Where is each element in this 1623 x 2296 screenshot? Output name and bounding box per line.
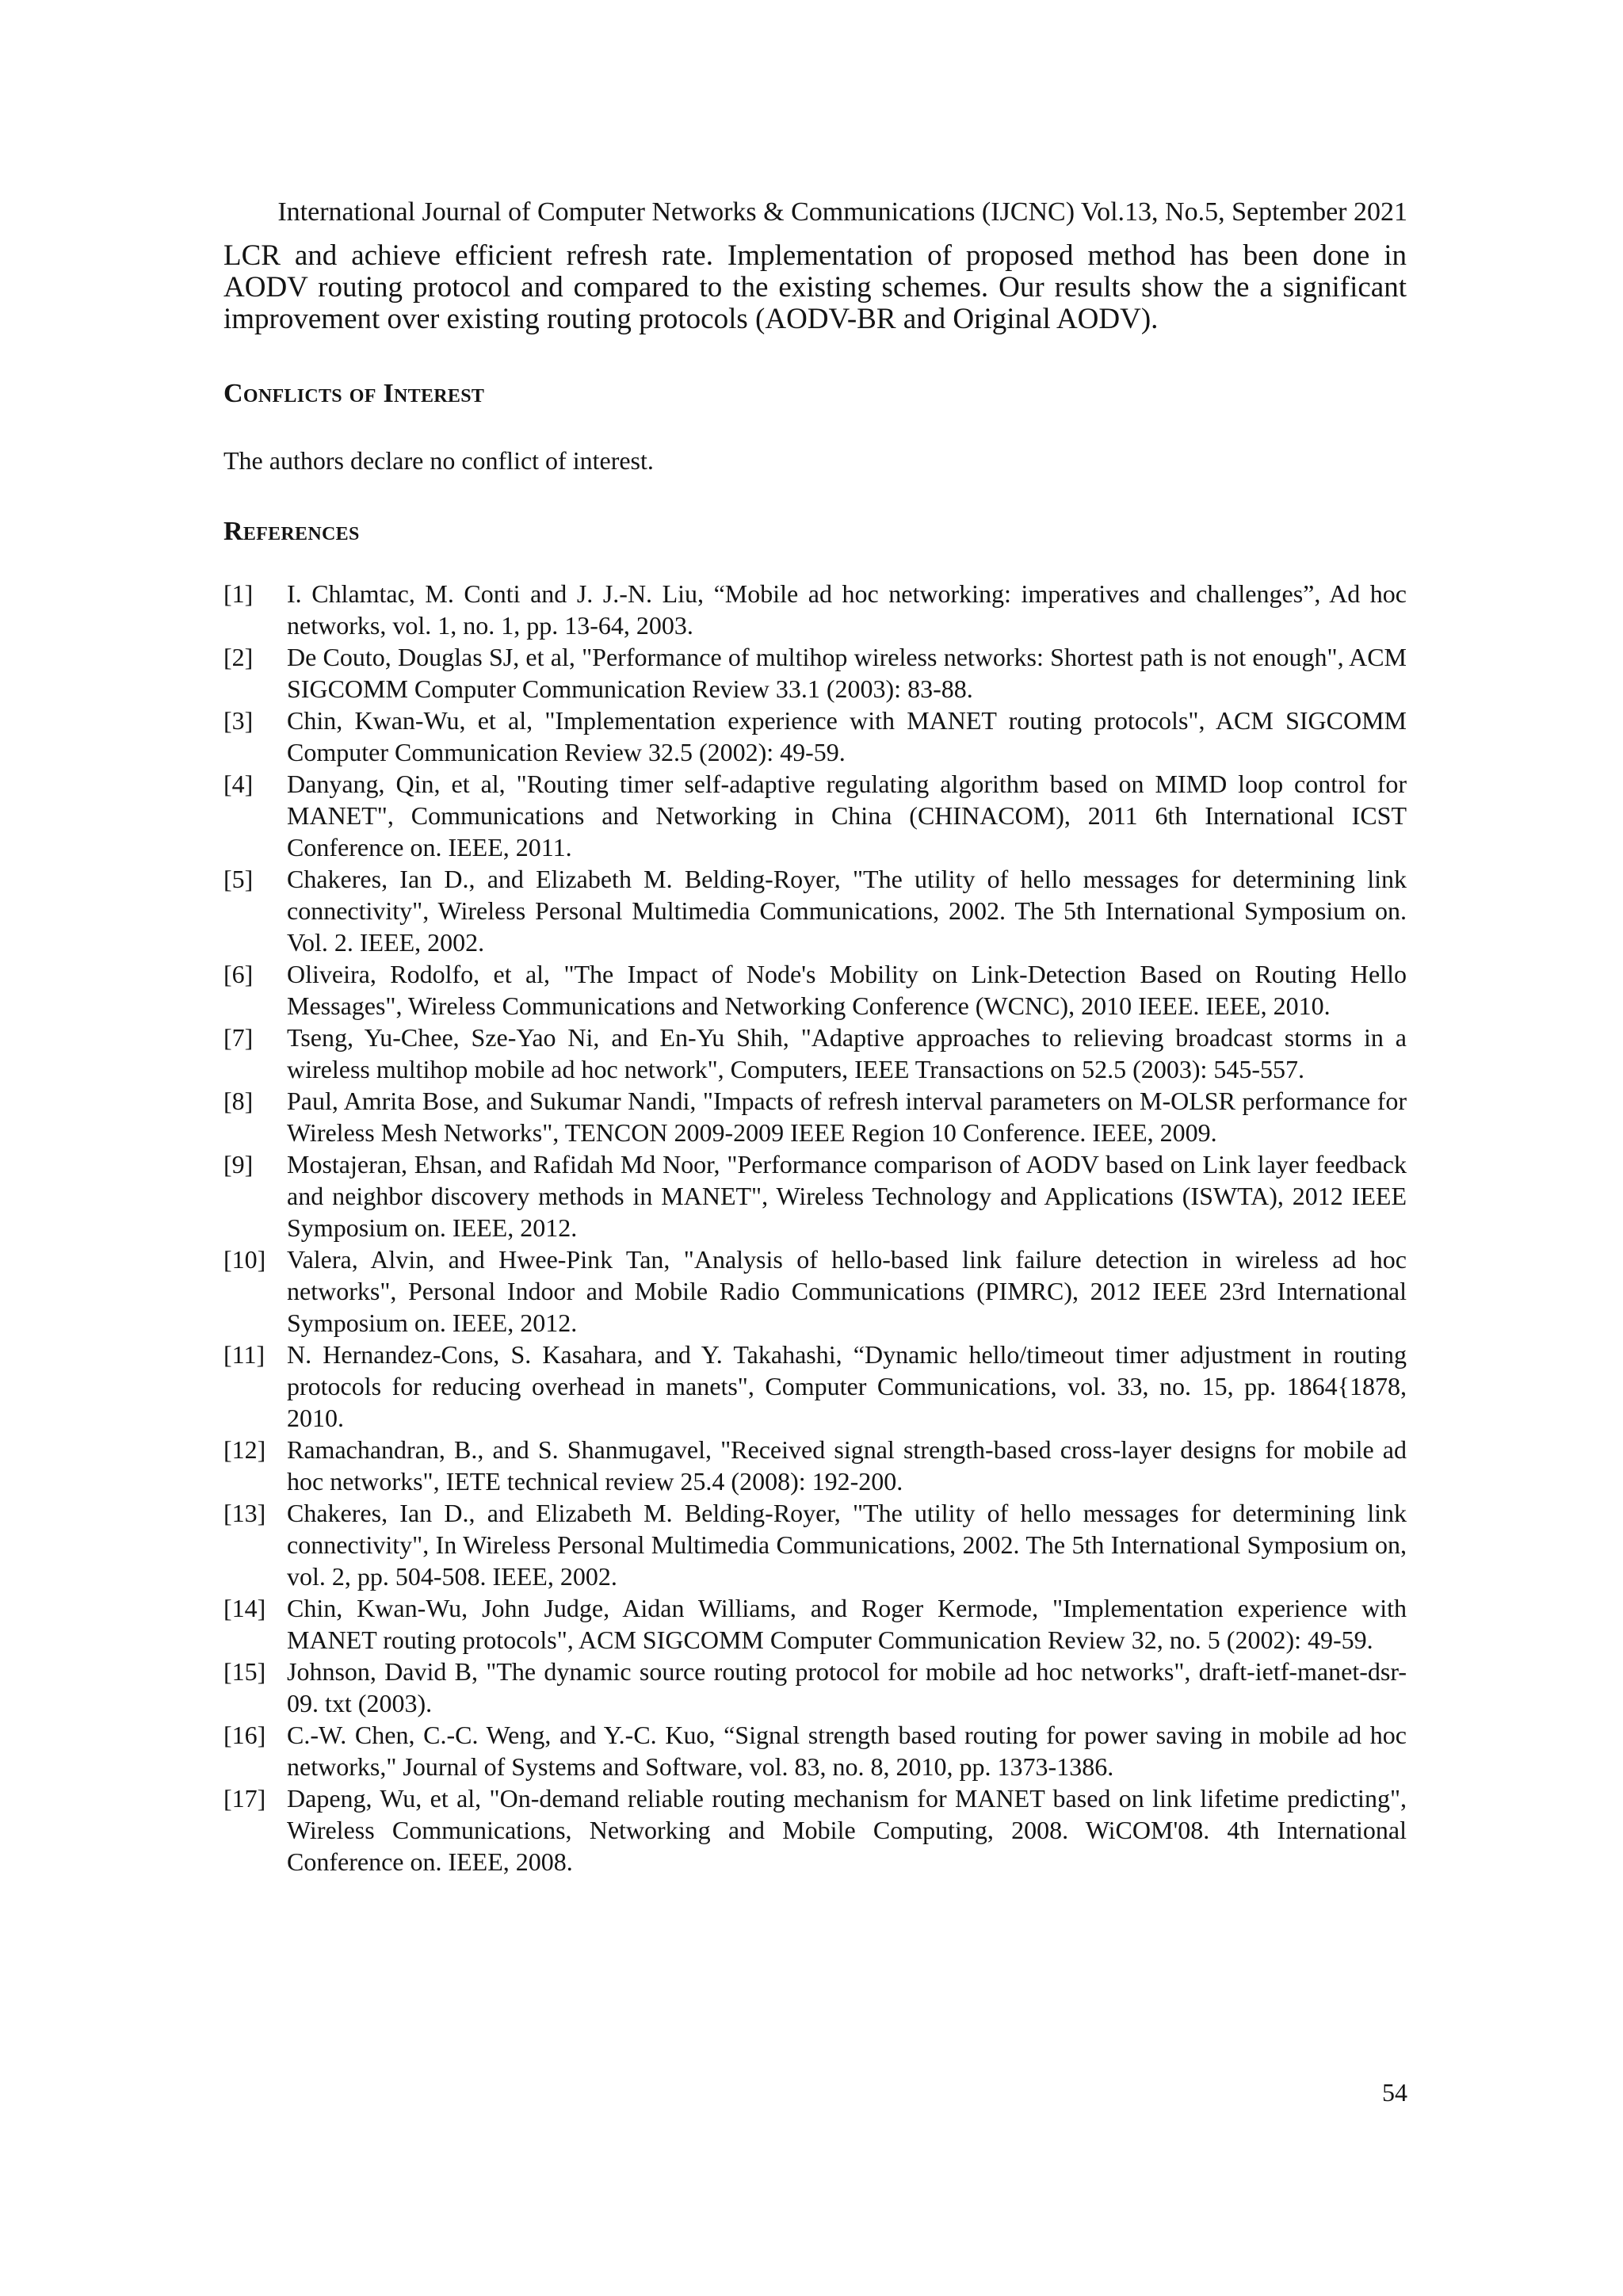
reference-item — [223, 641, 1407, 705]
reference-number: [16] — [223, 1721, 266, 1749]
reference-text: Chakeres, Ian D., and Elizabeth M. Belding-Royer, "The utility of hello messages for determining link connectivity", In Wireless Personal Multimedia Communications, 2002. The 5th International Symposium on, vol. 2, pp. 504-508. IEEE, 2002. — [287, 1499, 1407, 1591]
reference-item — [223, 705, 1407, 768]
reference-item — [223, 768, 1407, 863]
reference-text: Paul, Amrita Bose, and Sukumar Nandi, "Impacts of refresh interval parameters on M-OLSR performance for Wireless Mesh Networks", TENCON 2009-2009 IEEE Region 10 Conference. IEEE, 2009. — [287, 1087, 1407, 1147]
reference-list — [223, 578, 1407, 1878]
reference-number: [6] — [223, 960, 254, 988]
reference-item — [223, 578, 1407, 641]
reference-item — [223, 1244, 1407, 1339]
reference-text: Chakeres, Ian D., and Elizabeth M. Belding-Royer, "The utility of hello messages for determining link connectivity", Wireless Personal Multimedia Communications, 2002. The 5th International Symposium on. Vol. 2. IEEE, 2002. — [287, 865, 1407, 957]
reference-number: [2] — [223, 643, 254, 671]
reference-number: [8] — [223, 1087, 254, 1115]
reference-number: [17] — [223, 1784, 266, 1813]
reference-item — [223, 1592, 1407, 1656]
reference-item — [223, 1434, 1407, 1497]
reference-text: Mostajeran, Ehsan, and Rafidah Md Noor, "Performance comparison of AODV based on Link layer feedback and neighbor discovery methods in MANET", Wireless Technology and Applications (ISWTA), 2012 IEEE Symposium on. IEEE, 2012. — [287, 1150, 1407, 1242]
running-header: International Journal of Computer Networks & Communications (IJCNC) Vol.13, No.5, September 2021 — [277, 197, 1407, 227]
reference-item — [223, 1085, 1407, 1148]
reference-item — [223, 1497, 1407, 1592]
reference-text: De Couto, Douglas SJ, et al, "Performance of multihop wireless networks: Shortest path is not enough", ACM SIGCOMM Computer Communication Review 33.1 (2003): 83-88. — [287, 643, 1407, 703]
reference-text: Chin, Kwan-Wu, et al, "Implementation experience with MANET routing protocols", ACM SIGCOMM Computer Communication Review 32.5 (2002): 49-59. — [287, 706, 1407, 766]
reference-text: Valera, Alvin, and Hwee-Pink Tan, "Analysis of hello-based link failure detection in wireless ad hoc networks", Personal Indoor and Mobile Radio Communications (PIMRC), 2012 IEEE 23rd International Symposium on. IEEE, 2012. — [287, 1245, 1407, 1337]
reference-number: [7] — [223, 1023, 254, 1052]
reference-item — [223, 1148, 1407, 1244]
reference-text: Oliveira, Rodolfo, et al, "The Impact of Node's Mobility on Link-Detection Based on Routing Hello Messages", Wireless Communications and Networking Conference (WCNC), 2010 IEEE. IEEE, 2010. — [287, 960, 1407, 1020]
references-heading: References — [223, 517, 360, 546]
reference-item — [223, 1656, 1407, 1719]
reference-item — [223, 1022, 1407, 1085]
reference-item — [223, 1719, 1407, 1782]
reference-number: [4] — [223, 770, 254, 798]
reference-text: Tseng, Yu-Chee, Sze-Yao Ni, and En-Yu Shih, "Adaptive approaches to relieving broadcast storms in a wireless multihop mobile ad hoc network", Computers, IEEE Transactions on 52.5 (2003): 545-557. — [287, 1023, 1407, 1083]
reference-number: [11] — [223, 1340, 265, 1369]
reference-item — [223, 863, 1407, 958]
reference-number: [15] — [223, 1657, 266, 1686]
reference-text: Danyang, Qin, et al, "Routing timer self-adaptive regulating algorithm based on MIMD loop control for MANET", Communications and Networking in China (CHINACOM), 2011 6th International ICST Conference on. IEEE, 2011. — [287, 770, 1407, 861]
reference-text: I. Chlamtac, M. Conti and J. J.-N. Liu, “Mobile ad hoc networking: imperatives and challenges”, Ad hoc networks, vol. 1, no. 1, pp. 13-64, 2003. — [287, 579, 1407, 640]
reference-number: [9] — [223, 1150, 254, 1179]
reference-text: C.-W. Chen, C.-C. Weng, and Y.-C. Kuo, “Signal strength based routing for power saving in mobile ad hoc networks," Journal of Systems and Software, vol. 83, no. 8, 2010, pp. 1373-1386. — [287, 1721, 1407, 1781]
page-number: 54 — [1382, 2078, 1407, 2107]
reference-number: [14] — [223, 1594, 266, 1622]
conflicts-text: The authors declare no conflict of interest. — [223, 446, 654, 475]
reference-number: [3] — [223, 706, 254, 735]
reference-text: Dapeng, Wu, et al, "On-demand reliable routing mechanism for MANET based on link lifetime predicting", Wireless Communications, Networking and Mobile Computing, 2008. WiCOM'08. 4th International Conference on. IEEE, 2008. — [287, 1784, 1407, 1876]
reference-text: Ramachandran, B., and S. Shanmugavel, "Received signal strength-based cross-layer designs for mobile ad hoc networks", IETE technical review 25.4 (2008): 192-200. — [287, 1435, 1407, 1496]
reference-item — [223, 1782, 1407, 1878]
reference-number: [13] — [223, 1499, 266, 1527]
intro-paragraph: LCR and achieve efficient refresh rate. Implementation of proposed method has been done in AODV routing protocol and compared to the existing schemes. Our results show the a significant improvement over existing routing protocols (AODV-BR and Original AODV). — [223, 239, 1407, 335]
reference-text: N. Hernandez-Cons, S. Kasahara, and Y. Takahashi, “Dynamic hello/timeout timer adjustment in routing protocols for reducing overhead in manets", Computer Communications, vol. 33, no. 15, pp. 1864{1878, 2010. — [287, 1340, 1407, 1432]
reference-number: [12] — [223, 1435, 266, 1464]
reference-item — [223, 958, 1407, 1022]
reference-number: [1] — [223, 579, 254, 608]
reference-text: Chin, Kwan-Wu, John Judge, Aidan Williams, and Roger Kermode, "Implementation experience with MANET routing protocols", ACM SIGCOMM Computer Communication Review 32, no. 5 (2002): 49-59. — [287, 1594, 1407, 1654]
reference-number: [5] — [223, 865, 254, 893]
reference-number: [10] — [223, 1245, 266, 1274]
reference-text: Johnson, David B, "The dynamic source routing protocol for mobile ad hoc networks", draft-ietf-manet-dsr-09. txt (2003). — [287, 1657, 1407, 1717]
page-content — [223, 240, 1407, 1878]
reference-item — [223, 1339, 1407, 1434]
conflicts-heading: Conflicts of Interest — [223, 379, 485, 408]
